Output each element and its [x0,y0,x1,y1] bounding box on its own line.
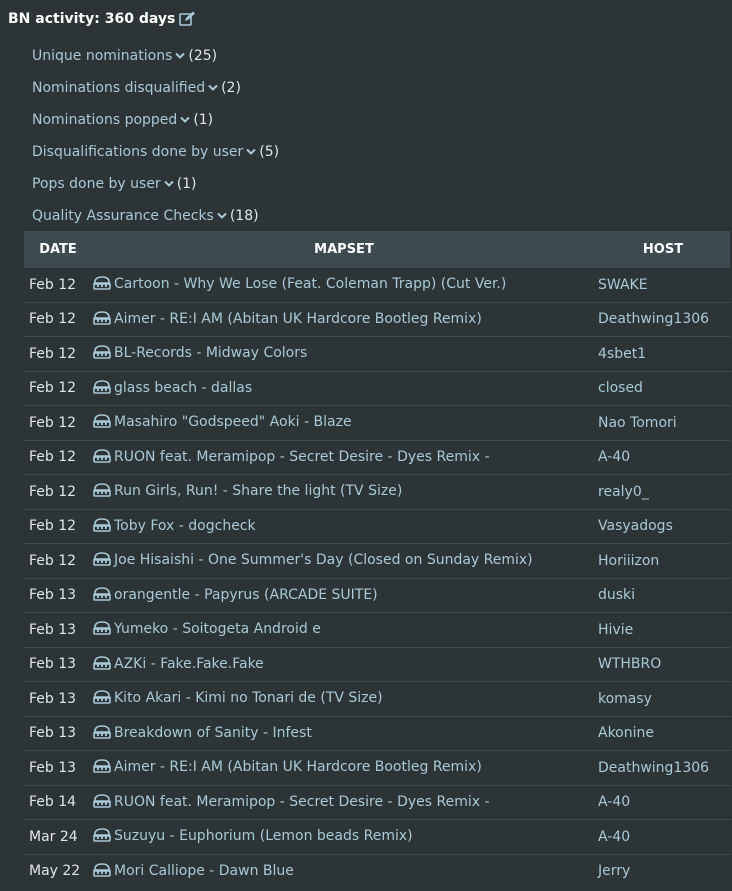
mapset-link[interactable]: Cartoon - Why We Lose (Feat. Coleman Trapp) (Cut Ver.) [114,276,507,293]
row-mapset [92,578,596,613]
chevron-down-icon[interactable] [217,212,227,220]
osu-mania-piano-icon [92,827,112,846]
mapset-link[interactable]: Mori Calliope - Dawn Blue [114,862,294,879]
osu-mania-piano-icon [92,482,112,501]
row-mapset [92,509,596,544]
section-label: Unique nominations [32,48,173,64]
osu-mania-piano-icon [92,655,112,674]
row-host-link[interactable]: komasy [596,682,730,717]
section-count: (18) [229,208,259,224]
osu-mania-piano-icon [92,551,112,570]
table-row [24,302,730,337]
table-row [24,371,730,406]
mapset-link[interactable]: Joe Hisaishi - One Summer's Day (Closed on Sunday Remix) [114,552,533,569]
section-label: Nominations disqualified [32,80,206,96]
row-host-link[interactable]: Deathwing1306 [596,302,730,337]
section-label: Quality Assurance Checks [32,208,214,224]
row-host-link[interactable]: Jerry [596,854,730,888]
row-mapset [92,785,596,820]
section-count: (25) [188,48,218,64]
edit-icon[interactable] [179,11,196,27]
section-toggle[interactable] [32,104,279,136]
section-toggle[interactable] [32,40,279,72]
row-date: Feb 12 [24,509,92,544]
row-host-link[interactable]: Hivie [596,613,730,648]
row-date: Feb 12 [24,302,92,337]
table-row [24,578,730,613]
row-mapset [92,406,596,441]
row-date: Feb 13 [24,751,92,786]
row-mapset [92,440,596,475]
row-host-link[interactable]: A-40 [596,820,730,855]
mapset-link[interactable]: orangentle - Papyrus (ARCADE SUITE) [114,586,378,603]
row-host-link[interactable]: 4sbet1 [596,337,730,372]
row-date: May 22 [24,854,92,888]
row-host-link[interactable]: A-40 [596,785,730,820]
column-header-mapset[interactable]: MAPSET [314,241,374,257]
page-title: BN activity: 360 days [8,11,176,27]
osu-mania-piano-icon [92,724,112,743]
row-mapset [92,647,596,682]
section-count: (1) [193,112,214,128]
row-host-link[interactable]: realy0_ [596,475,730,510]
row-date: Feb 13 [24,647,92,682]
mapset-link[interactable]: Toby Fox - dogcheck [114,517,256,534]
mapset-link[interactable]: Run Girls, Run! - Share the light (TV Size) [114,483,403,500]
row-mapset [92,302,596,337]
section-label: Disqualifications done by user [32,144,244,160]
chevron-down-icon[interactable] [164,180,174,188]
row-mapset [92,854,596,888]
table-header-row [24,231,730,268]
mapset-link[interactable]: Yumeko - Soitogeta Android e [114,621,321,638]
row-date: Feb 12 [24,544,92,579]
table-row [24,440,730,475]
mapset-link[interactable]: BL-Records - Midway Colors [114,345,308,362]
table-row [24,544,730,579]
row-host-link[interactable]: A-40 [596,440,730,475]
row-date: Feb 14 [24,785,92,820]
activity-sections [32,40,279,232]
table-row [24,854,730,888]
row-date: Feb 13 [24,716,92,751]
mapset-link[interactable]: AZKi - Fake.Fake.Fake [114,655,264,672]
row-mapset [92,371,596,406]
row-date: Feb 12 [24,475,92,510]
osu-mania-piano-icon [92,862,112,881]
row-host-link[interactable]: closed [596,371,730,406]
osu-mania-piano-icon [92,448,112,467]
row-mapset [92,268,596,303]
table-row [24,337,730,372]
row-mapset [92,613,596,648]
bn-activity-header [8,9,196,29]
row-mapset [92,337,596,372]
row-date: Feb 13 [24,682,92,717]
row-mapset [92,716,596,751]
mapset-link[interactable]: RUON feat. Meramipop - Secret Desire - Dyes Remix - [114,448,490,465]
table-row [24,682,730,717]
row-mapset [92,544,596,579]
chevron-down-icon[interactable] [208,84,218,92]
row-date: Feb 12 [24,371,92,406]
osu-mania-piano-icon [92,793,112,812]
chevron-down-icon[interactable] [175,52,185,60]
table-row [24,268,730,303]
row-date: Feb 12 [24,406,92,441]
row-mapset [92,751,596,786]
chevron-down-icon[interactable] [180,116,190,124]
table-row [24,785,730,820]
row-date: Feb 12 [24,337,92,372]
mapset-link[interactable]: Kito Akari - Kimi no Tonari de (TV Size) [114,690,383,707]
row-host-link[interactable]: Akonine [596,716,730,751]
row-date: Feb 12 [24,268,92,303]
row-date: Feb 13 [24,578,92,613]
mapset-link[interactable]: Breakdown of Sanity - Infest [114,724,312,741]
section-count: (1) [176,176,197,192]
row-host-link[interactable]: Nao Tomori [596,406,730,441]
section-label: Pops done by user [32,176,161,192]
osu-mania-piano-icon [92,275,112,294]
section-count: (2) [221,80,241,96]
table-row [24,509,730,544]
row-host-link[interactable]: WTHBRO [596,647,730,682]
table-row [24,647,730,682]
table-row [24,406,730,441]
section-label: Nominations popped [32,112,178,128]
row-host-link[interactable]: Vasyadogs [596,509,730,544]
section-toggle[interactable] [32,168,279,200]
row-mapset [92,682,596,717]
osu-mania-piano-icon [92,413,112,432]
row-host-link[interactable]: SWAKE [596,268,730,303]
mapset-link[interactable]: Masahiro "Godspeed" Aoki - Blaze [114,414,352,431]
table-row [24,716,730,751]
chevron-down-icon[interactable] [246,148,256,156]
table-row [24,475,730,510]
section-count: (5) [259,144,280,160]
mapset-link[interactable]: Aimer - RE:I AM (Abitan UK Hardcore Bootleg Remix) [114,310,482,327]
row-host-link[interactable]: Horiiizon [596,544,730,579]
osu-mania-piano-icon [92,586,112,605]
row-mapset [92,475,596,510]
column-header-host[interactable]: HOST [642,241,684,257]
osu-mania-piano-icon [92,344,112,363]
row-date: Feb 13 [24,613,92,648]
mapset-link[interactable]: RUON feat. Meramipop - Secret Desire - Dyes Remix - [114,793,490,810]
osu-mania-piano-icon [92,689,112,708]
osu-mania-piano-icon [92,379,112,398]
section-toggle[interactable] [32,72,279,104]
column-header-date[interactable]: DATE [39,241,77,257]
table-row [24,751,730,786]
row-mapset [92,820,596,855]
section-toggle[interactable] [32,136,279,168]
row-host-link[interactable]: Deathwing1306 [596,751,730,786]
mapset-link[interactable]: Aimer - RE:I AM (Abitan UK Hardcore Bootleg Remix) [114,759,482,776]
mapset-link[interactable]: Suzuyu - Euphorium (Lemon beads Remix) [114,828,413,845]
osu-mania-piano-icon [92,620,112,639]
osu-mania-piano-icon [92,758,112,777]
table-row [24,820,730,855]
osu-mania-piano-icon [92,517,112,536]
section-toggle[interactable] [32,200,279,232]
table-row [24,613,730,648]
qa-checks-table [24,231,730,888]
row-date: Mar 24 [24,820,92,855]
row-date: Feb 12 [24,440,92,475]
osu-mania-piano-icon [92,310,112,329]
row-host-link[interactable]: duski [596,578,730,613]
mapset-link[interactable]: glass beach - dallas [114,379,253,396]
